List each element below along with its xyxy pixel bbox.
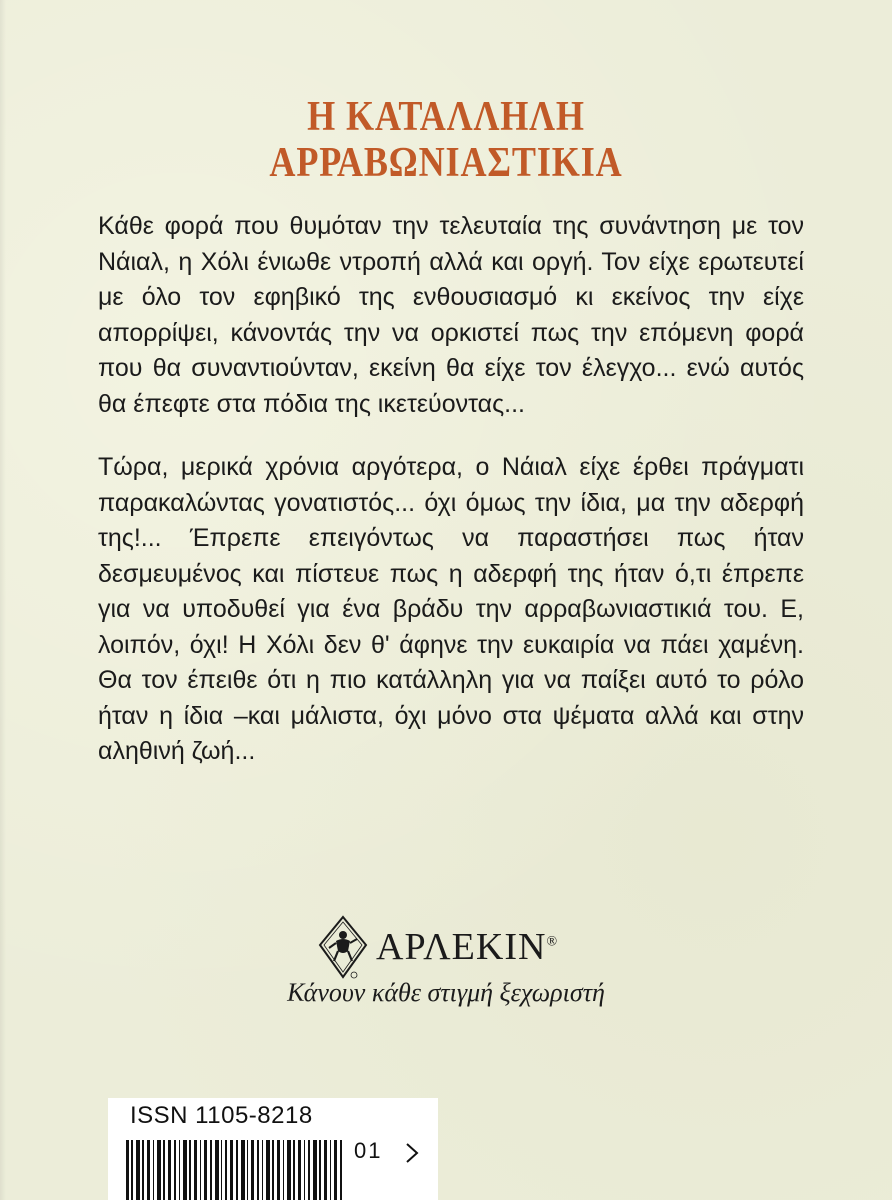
publisher-brand: [0, 915, 892, 985]
issn-label: ISSN 1105-8218: [130, 1102, 313, 1129]
publisher-name: [376, 925, 558, 969]
page-edge-shadow: [0, 0, 6, 1200]
barcode-digits: 01: [354, 1138, 383, 1163]
registered-mark: ®: [546, 934, 559, 950]
barcode-bars: [126, 1140, 346, 1200]
book-title-line2: ΑΡΡΑΒΩΝΙΑΣΤΙΚΙΑ: [269, 140, 623, 186]
publisher-tagline: Κάνουν κάθε στιγμή ξεχωριστή: [287, 978, 605, 1007]
chevron-right-icon: [404, 1142, 420, 1164]
blurb-paragraph-1: Κάθε φορά που θυμόταν την τελευταία της συνάντηση με τον Νάιαλ, η Χόλι ένιωθε ντροπή αλλά και οργή. Τον είχε ερωτευτεί με όλο τον εφηβικό της ενθουσιασμό κι εκείνος την είχε απορρίψει, κάνοντάς την να ορκιστεί πως την επόμενη φορά που θα συναντιούνταν, εκείνη θα είχε τον έλεγχο... ενώ αυτός θα έπεφτε στα πόδια της ικετεύοντας...: [98, 212, 804, 418]
publisher-name-text: ΑΡΛΕΚΙΝ: [376, 926, 547, 968]
harlequin-diamond-logo-icon: [318, 915, 368, 981]
barcode-panel: [108, 1098, 438, 1200]
blurb-paragraph-2: Τώρα, μερικά χρόνια αργότερα, ο Νάιαλ είχε έρθει πράγματι παρακαλώντας γονατιστός... όχι όμως την ίδια, μα την αδερφή της!... Έπρεπε επειγόντως να παραστήσει πως ήταν δεσμευμένος και πίστευε πως η αδερφή της ήταν ό,τι έπρεπε για να υποδυθεί για ένα βράδυ την αρραβωνιαστικιά του. Ε, λοιπόν, όχι! Η Χόλι δεν θ' άφηνε την ευκαιρία να πάει χαμένη. Θα τον έπειθε ότι η πιο κατάλληλη για να παίξει αυτό το ρόλο ήταν η ίδια –και μάλιστα, όχι μόνο στα ψέματα αλλά και στην αληθινή ζωή...: [98, 453, 804, 765]
book-title-line1: Η ΚΑΤΑΛΛΗΛΗ: [307, 94, 585, 140]
